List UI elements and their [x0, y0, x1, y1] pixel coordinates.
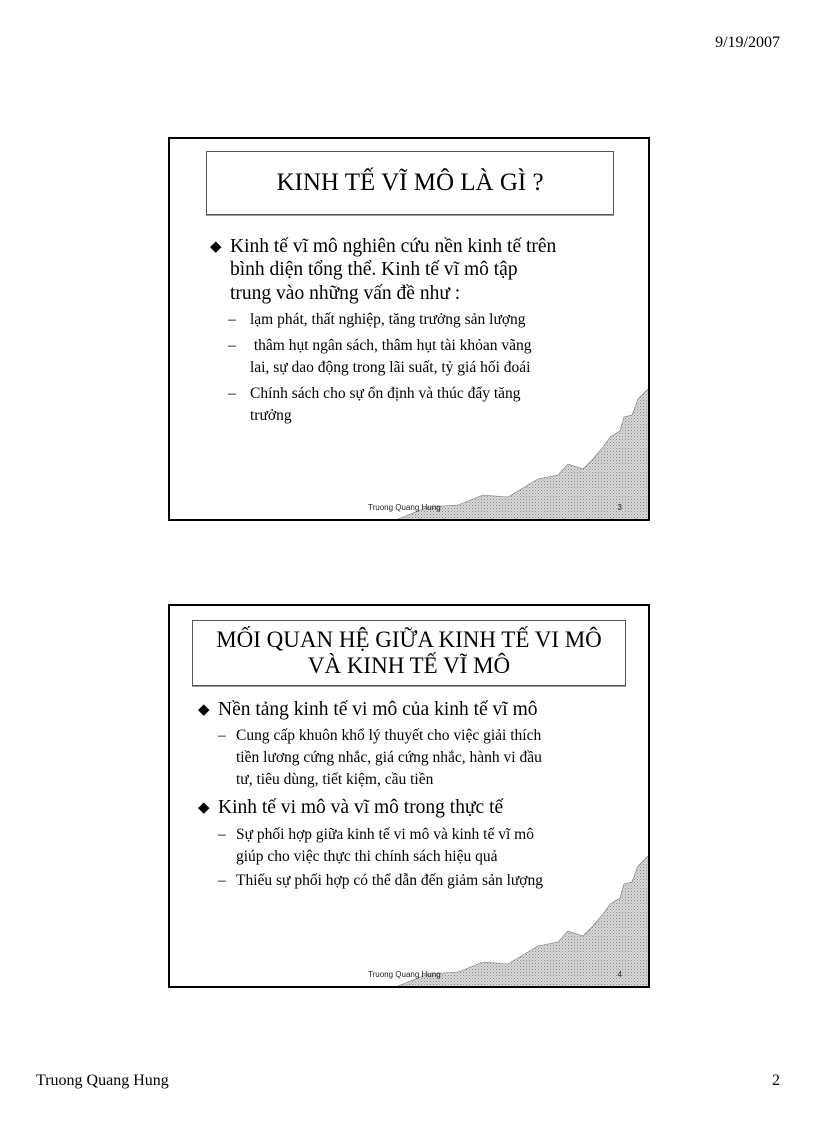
dash-bullet-icon: –	[218, 727, 226, 745]
page-date: 9/19/2007	[715, 34, 780, 51]
slide-number: 4	[617, 970, 622, 979]
sub-line: lai, sự dao động trong lãi suất, tỷ giá hối đoái	[250, 359, 531, 377]
slide-title-box	[206, 151, 614, 215]
slide-title-box	[192, 620, 626, 686]
sub-line: trưởng	[250, 407, 292, 425]
bullet-line: Nền tảng kinh tế vi mô của kinh tế vĩ mô	[218, 699, 538, 720]
sub-line: Cung cấp khuôn khổ lý thuyết cho việc giải thích	[236, 727, 542, 745]
diamond-bullet-icon: ◆	[198, 800, 210, 817]
slide-4	[168, 604, 650, 988]
sub-line: thâm hụt ngân sách, thâm hụt tài khỏan vãng	[250, 337, 532, 355]
bullet-line: Kinh tế vi mô và vĩ mô trong thực tế	[218, 797, 504, 819]
dash-bullet-icon: –	[228, 337, 236, 355]
bullet-item	[198, 698, 638, 721]
slide-content	[210, 235, 620, 427]
sub-line: Chính sách cho sự ổn định và thúc đẩy tăng	[250, 385, 521, 403]
sub-line: Thiếu sự phối hợp có thể dẫn đến giảm sản lượng	[236, 872, 543, 890]
sub-line: giúp cho việc thực thi chính sách hiệu quả	[236, 847, 498, 865]
page-number: 2	[772, 1072, 780, 1089]
sub-line: tiền lương cứng nhắc, giá cứng nhắc, hành vi đầu	[236, 749, 542, 767]
slide-title-line: MỐI QUAN HỆ GIỮA KINH TẾ VI MÔ	[216, 626, 602, 652]
diamond-bullet-icon: ◆	[198, 702, 210, 718]
sub-item	[210, 383, 620, 427]
bullet-line: bình diện tổng thể. Kinh tế vĩ mô tập	[230, 259, 518, 281]
sub-item	[198, 870, 638, 892]
dash-bullet-icon: –	[218, 872, 226, 890]
slide-3	[168, 137, 650, 521]
bullet-item	[210, 235, 620, 305]
slide-footer: Truong Quang Hung	[368, 970, 441, 979]
diamond-bullet-icon: ◆	[210, 239, 222, 255]
sub-item	[198, 725, 638, 790]
bullet-item	[198, 796, 638, 819]
slide-footer: Truong Quang Hung	[368, 503, 441, 512]
slide-title-line: VÀ KINH TẾ VĨ MÔ	[307, 653, 511, 678]
dash-bullet-icon: –	[228, 311, 236, 329]
slide-title: KINH TẾ VĨ MÔ LÀ GÌ ?	[276, 168, 544, 196]
sub-item	[210, 335, 620, 379]
slide-content	[198, 698, 638, 892]
dash-bullet-icon: –	[228, 385, 236, 403]
sub-item	[210, 309, 620, 331]
sub-line: lạm phát, thất nghiệp, tăng trưởng sản lượng	[250, 311, 526, 329]
bullet-line: Kinh tế vĩ mô nghiên cứu nền kinh tế trên	[230, 236, 557, 257]
sub-item	[198, 824, 638, 867]
slide-number: 3	[617, 503, 622, 512]
page-footer-author: Truong Quang Hung	[36, 1072, 169, 1089]
bullet-line: trung vào những vấn đề như :	[230, 282, 461, 304]
sub-line: Sự phối hợp giữa kinh tế vi mô và kinh tế vĩ mô	[236, 825, 534, 843]
sub-line: tư, tiêu dùng, tiết kiệm, cầu tiền	[236, 770, 434, 788]
dash-bullet-icon: –	[218, 825, 226, 843]
